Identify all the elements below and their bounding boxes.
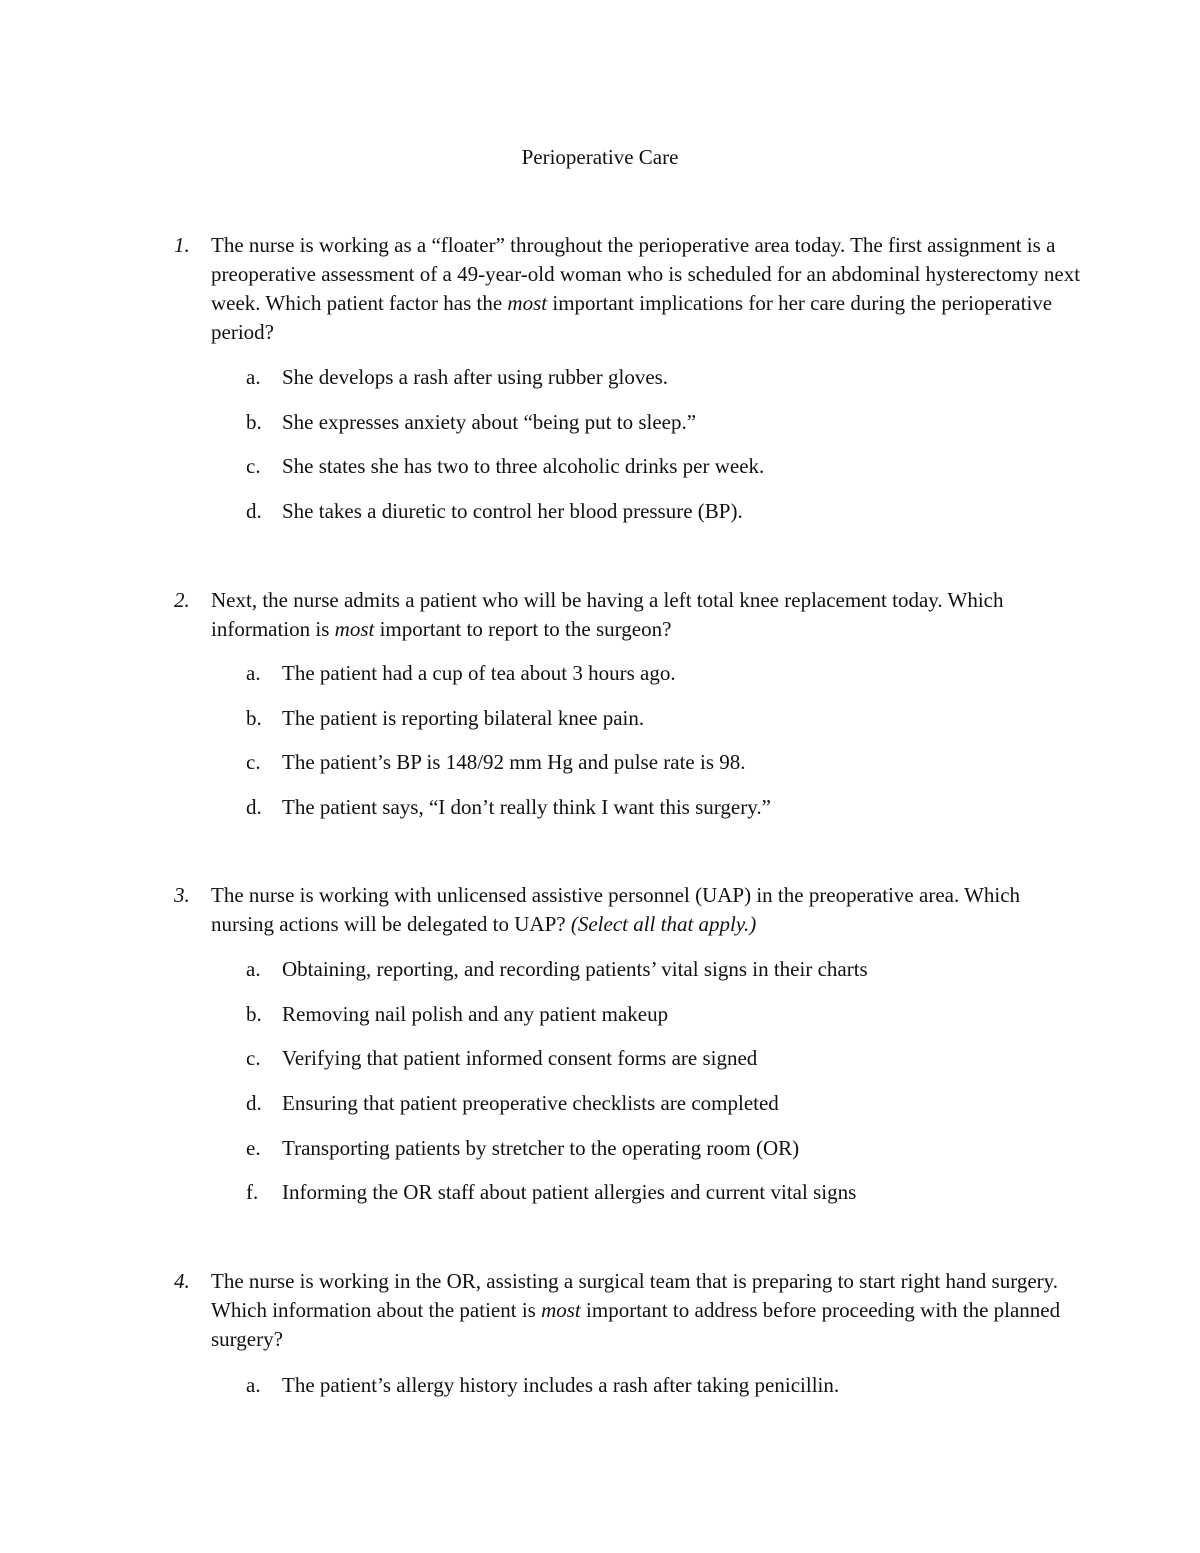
option-letter: e.	[246, 1135, 261, 1160]
stem-emphasis: most	[541, 1298, 581, 1322]
option-d	[246, 1089, 1066, 1134]
option-letter: b.	[246, 1001, 262, 1026]
option-a	[246, 363, 1066, 408]
stem-emphasis: most	[507, 291, 548, 315]
stem-text: The nurse is working with unlicensed assistive personnel (UAP) in the preoperative area. Which nursing actions will be delegated to UAP?	[211, 883, 1021, 936]
option-text: Transporting patients by stretcher to the operating room (OR)	[282, 1135, 800, 1160]
option-letter: a.	[246, 661, 261, 685]
option-text: Verifying that patient informed consent forms are signed	[282, 1046, 758, 1071]
option-b	[246, 408, 1066, 453]
option-list	[246, 955, 1066, 1223]
option-text: Obtaining, reporting, and recording patients’ vital signs in their charts	[282, 957, 868, 981]
option-text: Removing nail polish and any patient makeup	[282, 1001, 669, 1026]
question-stem	[211, 1267, 1081, 1354]
option-text: The patient’s BP is 148/92 mm Hg and pulse rate is 98.	[282, 750, 746, 775]
option-letter: a.	[246, 1373, 261, 1397]
option-c	[246, 452, 1066, 497]
option-c	[246, 748, 1066, 793]
stem-text: The nurse is working in the OR, assisting a surgical team that is preparing to start right hand surgery. Which information about the patient is	[211, 1269, 1059, 1322]
option-list	[246, 1371, 1066, 1416]
option-text: She develops a rash after using rubber gloves.	[282, 365, 669, 389]
stem-text: important to address before proceeding with the planned surgery?	[211, 1298, 1061, 1351]
stem-text: The nurse is working as a “floater” throughout the perioperative area today. The first assignment is a preoperative assessment of a 49-year-old woman who is scheduled for an abdominal hysterectomy next week. Which patient factor has the	[211, 233, 1081, 315]
option-text: The patient says, “I don’t really think I want this surgery.”	[282, 795, 771, 820]
option-letter: d.	[246, 1091, 262, 1116]
option-text: The patient’s allergy history includes a rash after taking penicillin.	[282, 1373, 840, 1397]
option-a	[246, 955, 1066, 1000]
option-e	[246, 1134, 1066, 1179]
option-text: She expresses anxiety about “being put to sleep.”	[282, 409, 697, 434]
option-text: Informing the OR staff about patient allergies and current vital signs	[282, 1180, 857, 1205]
option-f	[246, 1178, 1066, 1223]
stem-text: important implications for her care during the perioperative period?	[211, 291, 1053, 344]
option-letter: d.	[246, 499, 262, 524]
page-title: Perioperative Care	[521, 145, 679, 169]
question-number: 1.	[174, 233, 190, 257]
option-letter: c.	[246, 454, 261, 479]
option-letter: c.	[246, 1046, 261, 1071]
option-text: The patient had a cup of tea about 3 hours ago.	[282, 661, 676, 685]
stem-emphasis: most	[334, 617, 375, 641]
option-text: She takes a diuretic to control her blood pressure (BP).	[282, 499, 743, 524]
option-b	[246, 1000, 1066, 1045]
option-list	[246, 659, 1066, 838]
option-d	[246, 793, 1066, 838]
option-a	[246, 659, 1066, 704]
option-b	[246, 704, 1066, 749]
option-letter: f.	[246, 1180, 259, 1205]
question-number: 2.	[174, 588, 190, 612]
stem-emphasis: (Select all that apply.)	[570, 912, 757, 936]
option-letter: d.	[246, 795, 262, 820]
stem-text: important to report to the surgeon?	[374, 617, 672, 641]
question-stem	[211, 881, 1081, 939]
stem-text: Next, the nurse admits a patient who will be having a left total knee replacement today. Which information is	[211, 588, 1004, 641]
option-text: The patient is reporting bilateral knee pain.	[282, 705, 645, 730]
option-letter: b.	[246, 705, 262, 730]
question-stem	[211, 586, 1081, 644]
option-c	[246, 1044, 1066, 1089]
option-d	[246, 497, 1066, 542]
option-letter: b.	[246, 409, 262, 434]
option-letter: a.	[246, 365, 261, 389]
option-a	[246, 1371, 1066, 1416]
option-letter: c.	[246, 750, 261, 775]
question-number: 3.	[174, 883, 190, 907]
option-list	[246, 363, 1066, 542]
question-stem	[211, 231, 1081, 347]
option-text: Ensuring that patient preoperative checklists are completed	[282, 1091, 779, 1116]
option-letter: a.	[246, 957, 261, 981]
option-text: She states she has two to three alcoholic drinks per week.	[282, 454, 765, 479]
question-number: 4.	[174, 1269, 190, 1293]
